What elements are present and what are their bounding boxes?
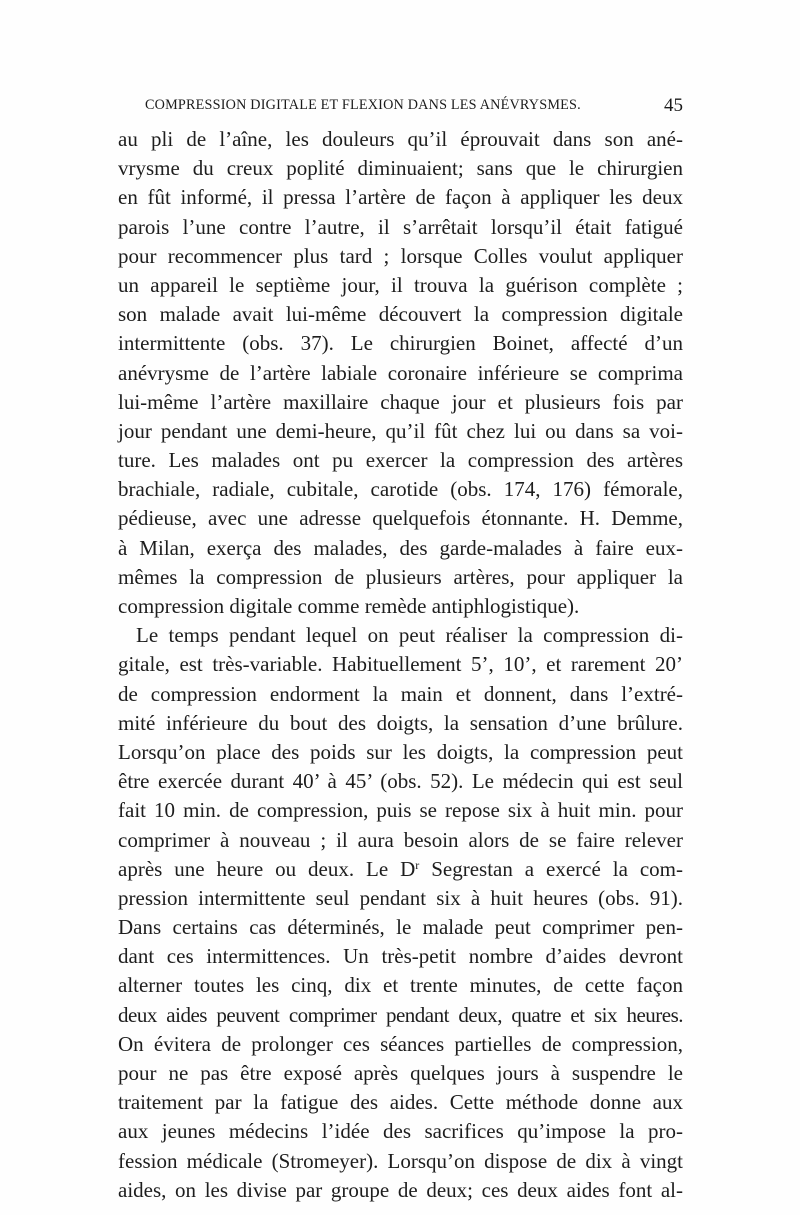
text-line: deux aides peuvent comprimer pendant deux, quatre et six heures.: [118, 1002, 683, 1027]
text-line: gitale, est très-variable. Habituellement 5’, 10’, et rarement 20’: [118, 652, 683, 677]
text-line: traitement par la fatigue des aides. Cette méthode donne aux: [118, 1090, 683, 1115]
text-line: son malade avait lui-même découvert la compression digitale: [118, 302, 683, 327]
text-line: pour recommencer plus tard ; lorsque Colles voulut appliquer: [118, 243, 683, 268]
text-line: parois l’une contre l’autre, il s’arrêtait lorsqu’il était fatigué: [118, 214, 683, 239]
text-line: pression intermittente seul pendant six à huit heures (obs. 91).: [118, 885, 683, 910]
text-line: vrysme du creux poplité diminuaient; sans que le chirurgien: [118, 156, 683, 181]
text-line: aux jeunes médecins l’idée des sacrifices qu’impose la pro-: [118, 1119, 683, 1144]
text-line: au pli de l’aîne, les douleurs qu’il éprouvait dans son ané-: [118, 127, 683, 151]
text-line: brachiale, radiale, cubitale, carotide (obs. 174, 176) fémorale,: [118, 477, 683, 502]
text-line: un appareil le septième jour, il trouva la guérison complète ;: [118, 272, 683, 297]
text-line: dant ces intermittences. Un très-petit nombre d’aides devront: [118, 944, 683, 969]
text-line: mité inférieure du bout des doigts, la sensation d’une brûlure.: [118, 710, 683, 735]
text-line: de compression endorment la main et donnent, dans l’extré-: [118, 681, 683, 706]
text-line: intermittente (obs. 37). Le chirurgien Boinet, affecté d’un: [118, 331, 683, 356]
text-line: pédieuse, avec une adresse quelquefois étonnante. H. Demme,: [118, 506, 683, 531]
text-line: ture. Les malades ont pu exercer la compression des artères: [118, 448, 683, 473]
text-line: aides, on les divise par groupe de deux; ces deux aides font al-: [118, 1177, 683, 1202]
text-line: lui-même l’artère maxillaire chaque jour et plusieurs fois par: [118, 389, 683, 414]
text-line: mêmes la compression de plusieurs artères, pour appliquer la: [118, 564, 683, 589]
text-line: fait 10 min. de compression, puis se repose six à huit min. pour: [118, 798, 683, 823]
text-line: On évitera de prolonger ces séances partielles de compression,: [118, 1031, 683, 1056]
text-line: Dans certains cas déterminés, le malade peut comprimer pen-: [118, 915, 683, 940]
paragraph-end-line: compression digitale comme remède antiphlogistique).: [118, 594, 580, 618]
text-line: Lorsqu’on place des poids sur les doigts, la compression peut: [118, 739, 683, 764]
superscript: r: [415, 857, 420, 872]
page-number: 45: [664, 95, 683, 116]
text-line: être exercée durant 40’ à 45’ (obs. 52). Le médecin qui est seul: [118, 769, 683, 794]
text-line: alterner toutes les cinq, dix et trente minutes, de cette façon: [118, 973, 683, 998]
text-line: à Milan, exerça des malades, des garde-malades à faire eux-: [118, 535, 683, 560]
text-line: pour ne pas être exposé après quelques jours à suspendre le: [118, 1061, 683, 1085]
text-line: anévrysme de l’artère labiale coronaire inférieure se comprima: [118, 360, 683, 385]
text-line-with-superscript: [118, 855, 683, 884]
text-line: jour pendant une demi-heure, qu’il fût chez lui ou dans sa voi-: [118, 418, 683, 443]
text-segment: Segrestan a exercé la com-: [419, 856, 683, 881]
running-header: [145, 97, 683, 121]
running-title: COMPRESSION DIGITALE ET FLEXION DANS LES ANÉVRYSMES.: [145, 97, 581, 113]
body-text: [118, 125, 683, 1205]
paragraph-start-line: Le temps pendant lequel on peut réaliser la compression di-: [136, 623, 683, 648]
text-line: fession médicale (Stromeyer). Lorsqu’on dispose de dix à vingt: [118, 1148, 683, 1173]
text-segment: après une heure ou deux. Le D: [118, 856, 416, 881]
text-line: comprimer à nouveau ; il aura besoin alors de se faire relever: [118, 827, 683, 852]
text-line: en fût informé, il pressa l’artère de façon à appliquer les deux: [118, 185, 683, 210]
